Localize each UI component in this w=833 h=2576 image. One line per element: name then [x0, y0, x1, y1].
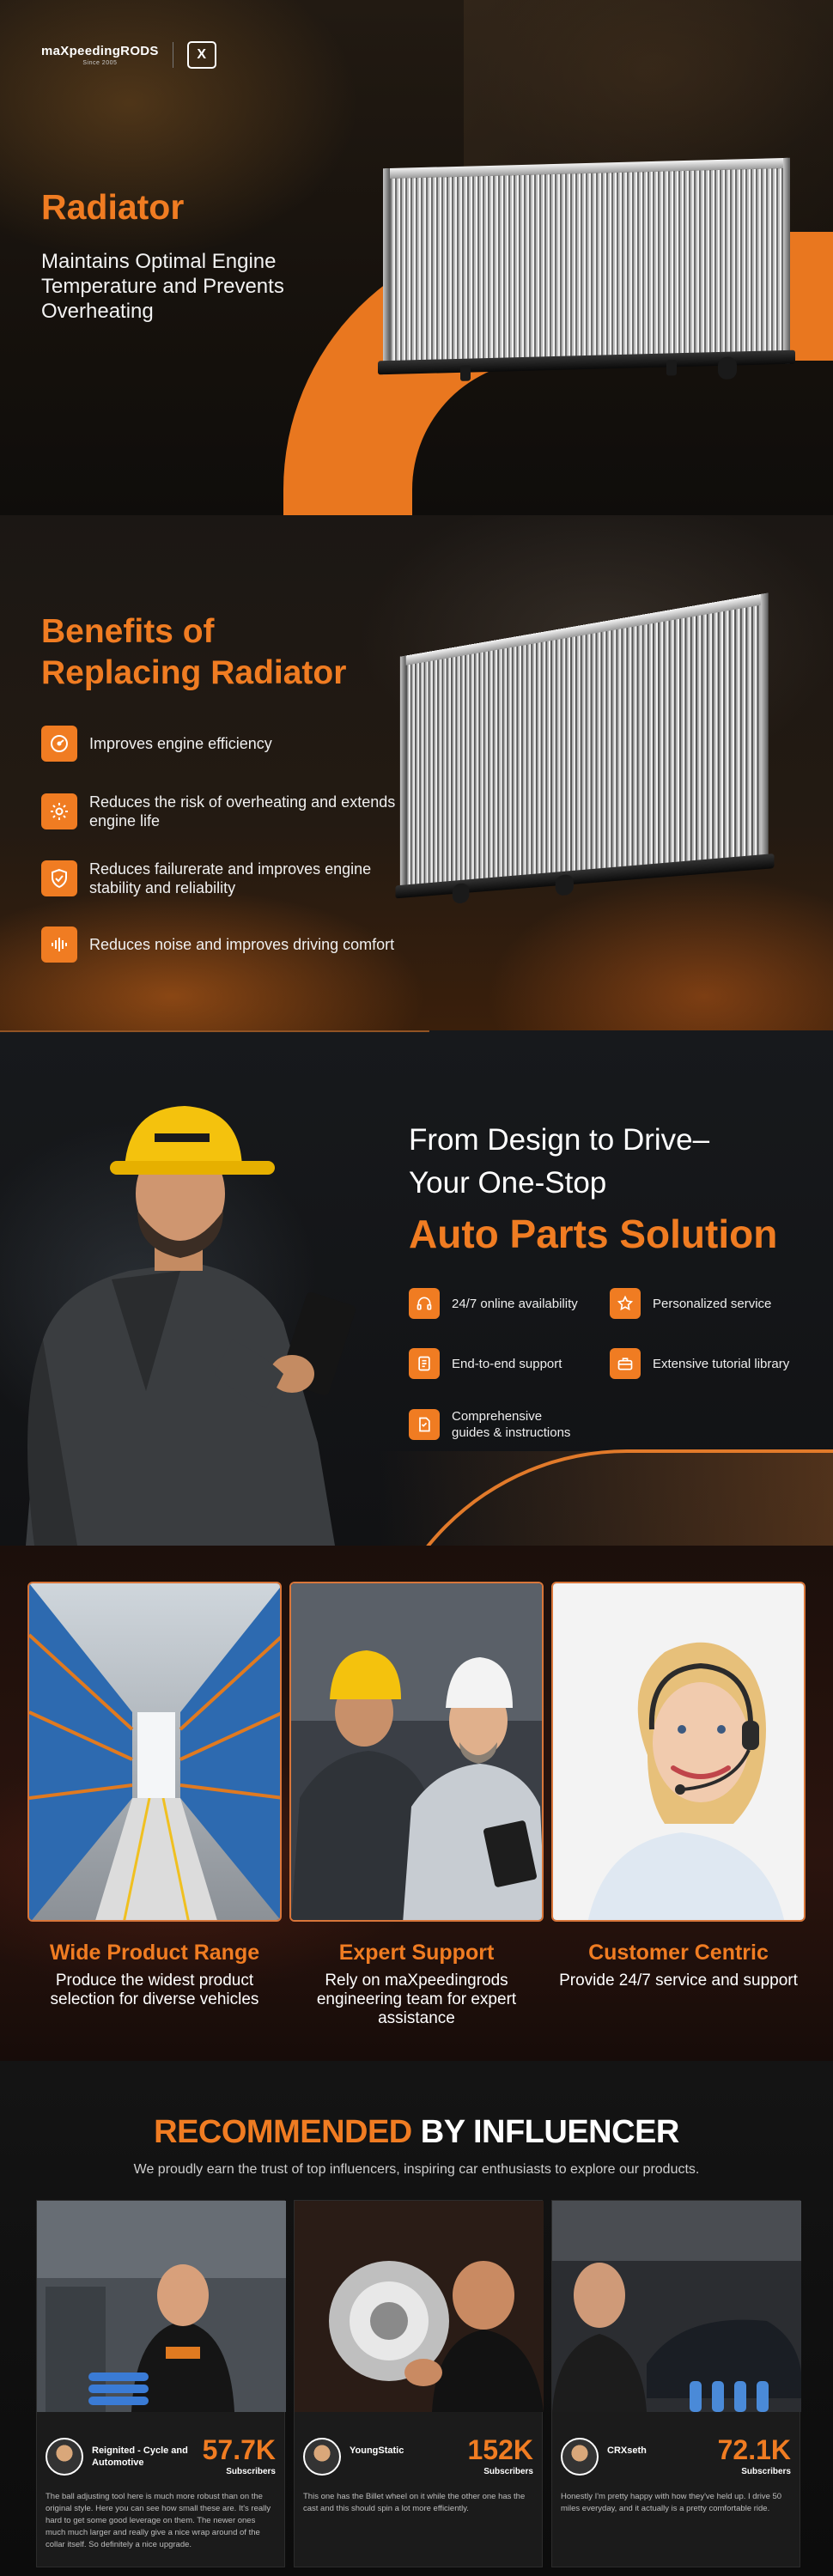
service-title: Expert Support — [338, 1941, 495, 1965]
avatar — [303, 2438, 341, 2476]
benefits-title — [41, 611, 346, 694]
solution-heading-line1: From Design to Drive– — [409, 1123, 710, 1157]
radiator-outlet-pipe — [556, 874, 574, 896]
radiator-fitting — [460, 366, 471, 381]
radiator-angled-image — [400, 592, 769, 898]
solution-feature — [610, 1348, 789, 1379]
subscriber-label: Subscribers — [483, 2467, 533, 2476]
benefit-item — [41, 860, 402, 897]
subscriber-count: 72.1K — [717, 2434, 791, 2465]
radiator-side-left — [383, 168, 390, 374]
influencer-heading-highlight: RECOMMENDED — [154, 2114, 412, 2150]
influencer-name: Reignited - Cycle and Automotive — [92, 2445, 188, 2468]
benefit-text: Reduces noise and improves driving comfort — [89, 936, 395, 953]
guide-icon — [409, 1409, 440, 1440]
benefits-title-line1: Benefits of — [41, 613, 215, 650]
brand-wordmark — [41, 44, 159, 66]
solution-feature — [409, 1348, 562, 1379]
checklist-icon — [409, 1348, 440, 1379]
logo-text: maXpeedingRODS — [41, 44, 159, 58]
radiator-side-right — [783, 158, 790, 364]
solution-feature-text: End-to-end support — [452, 1356, 562, 1371]
radiator-core — [388, 168, 785, 362]
influencer-quote: Honestly I'm pretty happy with how they've held up. I drive 50 miles everyday, and it actually is a pretty comfortable ride. — [561, 2492, 782, 2513]
subscriber-count: 152K — [467, 2434, 533, 2465]
benefit-item — [41, 793, 402, 830]
hero-section — [0, 0, 833, 515]
star-icon — [610, 1288, 641, 1319]
service-description: Rely on maXpeedingrods engineering team for expert assistance — [316, 1971, 517, 2027]
shield-check-icon — [41, 860, 77, 896]
solution-feature-text: Comprehensive guides & instructions — [452, 1409, 571, 1440]
gauge-icon — [41, 726, 77, 762]
influencer-quote: The ball adjusting tool here is much more robust than on the original style. Here you can see how small these are. It's really hard to get some good leverage on them. The newer ones much much larger and really give a nice wrap around of the collar itself. So definitely a nice upgrade. — [46, 2492, 271, 2549]
influencer-card[interactable] — [36, 2200, 285, 2567]
headset-icon — [409, 1288, 440, 1319]
sound-wave-icon — [41, 927, 77, 963]
influencer-name: YoungStatic — [350, 2445, 404, 2456]
solution-heading-line2: Your One-Stop — [409, 1166, 607, 1200]
brand-logo[interactable] — [41, 41, 216, 69]
influencer-heading-rest: BY INFLUENCER — [411, 2114, 679, 2150]
benefits-title-line2: Replacing Radiator — [41, 654, 347, 691]
hero-title: Radiator — [41, 187, 185, 227]
solution-feature-text: Extensive tutorial library — [653, 1356, 790, 1371]
benefits-section — [0, 515, 833, 1030]
benefit-text: Improves engine efficiency — [89, 735, 272, 752]
influencer-video-thumbnail[interactable] — [295, 2201, 544, 2412]
radiator-side-left — [400, 655, 406, 897]
benefit-text: Reduces the risk of overheating and extends engine life — [89, 793, 396, 829]
solution-feature-text: 24/7 online availability — [452, 1296, 578, 1311]
service-description: Produce the widest product selection for diverse vehicles — [50, 1971, 259, 2008]
influencer-meta — [552, 2412, 801, 2568]
service-title: Wide Product Range — [49, 1941, 260, 1965]
influencer-card[interactable] — [294, 2200, 543, 2567]
warehouse-card-image — [27, 1582, 282, 1922]
influencer-card[interactable] — [551, 2200, 800, 2567]
radiator-fitting — [666, 360, 677, 375]
logo-since: Since 2005 — [82, 60, 118, 66]
toolbox-icon — [610, 1348, 641, 1379]
support-agent-headset-image — [553, 1583, 806, 1922]
benefit-item — [41, 927, 402, 963]
influencer-heading — [0, 2114, 833, 2151]
gear-icon — [41, 793, 77, 829]
benefit-item — [41, 726, 402, 762]
solution-feature — [409, 1408, 598, 1441]
benefit-text: Reduces failurerate and improves engine stability and reliability — [89, 860, 372, 896]
solution-heading-highlight: Auto Parts Solution — [409, 1212, 778, 1256]
radiator-side-right — [761, 592, 769, 869]
avatar — [46, 2438, 83, 2476]
service-description: Provide 24/7 service and support — [559, 1971, 798, 1990]
worker-with-tablet-image — [9, 1048, 369, 1546]
radiator-outlet-pipe — [718, 356, 737, 380]
solution-feature — [610, 1288, 771, 1319]
influencer-section — [0, 2061, 833, 2576]
subscriber-count: 57.7K — [202, 2434, 276, 2465]
influencer-quote: This one has the Billet wheel on it while the other one has the cast and this should spin a lot more efficiently. — [303, 2492, 526, 2513]
services-section — [0, 1546, 833, 2061]
service-title: Customer Centric — [588, 1941, 769, 1965]
brand-badge-icon: X — [187, 41, 216, 69]
influencer-name: CRXseth — [607, 2445, 647, 2456]
hero-subtitle: Maintains Optimal Engine Temperature and Prevents Overheating — [41, 250, 284, 323]
customer-support-card-image — [551, 1582, 806, 1922]
influencer-video-thumbnail[interactable] — [37, 2201, 286, 2412]
influencer-subtitle: We proudly earn the trust of top influencers, inspiring car enthusiasts to explore our products. — [133, 2162, 700, 2177]
warehouse-shelves-image — [29, 1583, 282, 1922]
subscriber-label: Subscribers — [741, 2467, 791, 2476]
engineers-discussion-image — [291, 1583, 544, 1922]
solution-feature — [409, 1288, 578, 1319]
solution-section — [0, 1030, 833, 1546]
radiator-inlet-pipe — [453, 883, 470, 904]
solution-feature-text: Personalized service — [653, 1296, 772, 1311]
influencer-meta — [37, 2412, 286, 2568]
influencer-meta — [295, 2412, 544, 2568]
avatar — [561, 2438, 599, 2476]
engineers-card-image — [289, 1582, 544, 1922]
subscriber-label: Subscribers — [226, 2467, 276, 2476]
radiator-product-image — [383, 158, 790, 374]
influencer-video-thumbnail[interactable] — [552, 2201, 801, 2412]
